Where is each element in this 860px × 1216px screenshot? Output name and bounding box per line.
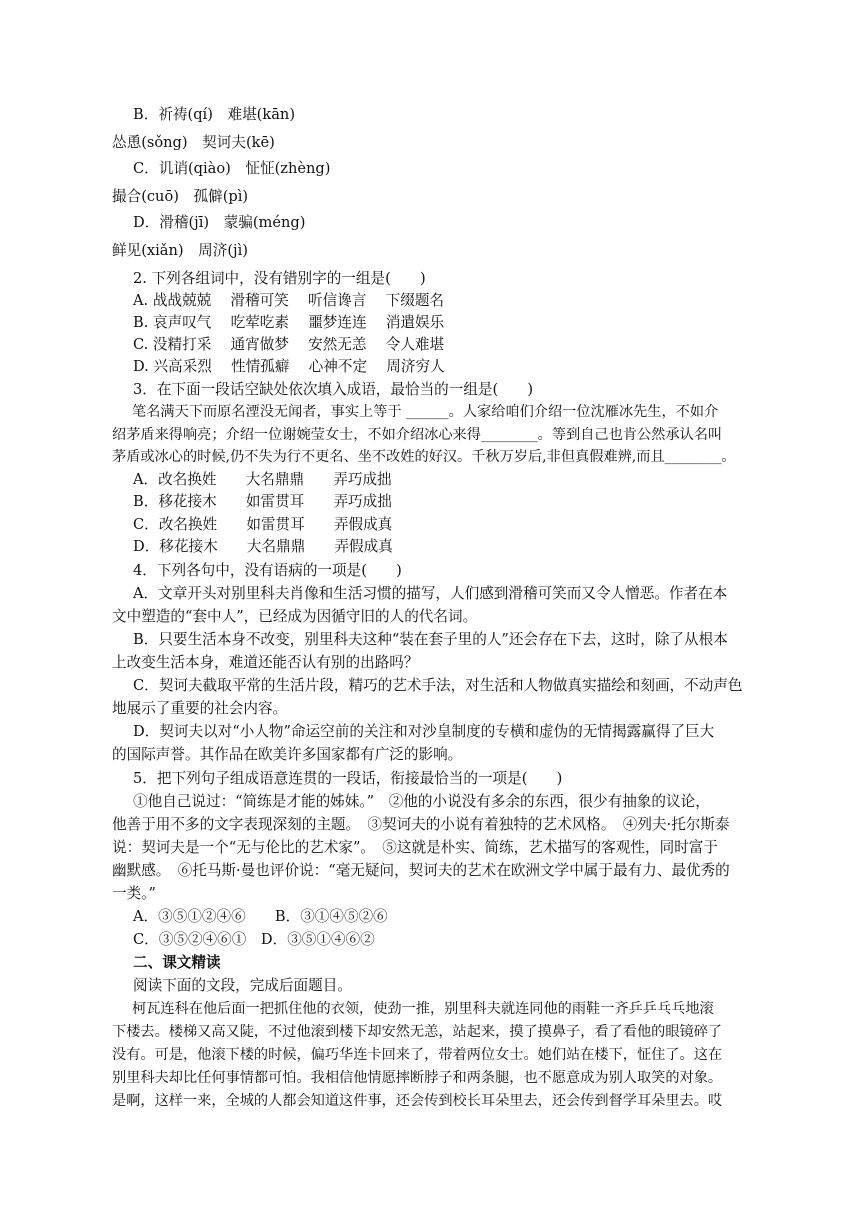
passage-line-4: 别里科夫却比任何事情都可怕。我相信他情愿摔断脖子和两条腿，也不愿意成为别人取笑的对象。 <box>112 1070 723 1086</box>
question-3-passage-line-2: 绍茅盾来得响亮；介绍一位谢婉莹女士，不如介绍冰心来得________。等到自己也肯公然承认名叫 <box>112 427 723 443</box>
question-5-options-line-2: C．③⑤②④⑥① D．③⑤①④⑥② <box>133 931 375 948</box>
question-3-option-a: A．改名换姓 大名鼎鼎 弄巧成拙 <box>133 471 392 488</box>
option-b-line-1: B．祈祷(qí) 难堪(kān) <box>133 106 296 123</box>
passage-line-3: 没有。可是，他滚下楼的时候，偏巧华连卡回来了，带着两位女士。她们站在楼下，怔住了。这在 <box>112 1047 723 1063</box>
question-4-option-a-line-1: A．文章开头对别里科夫肖像和生活习惯的描写，人们感到滑稽可笑而又令人憎恶。作者在本 <box>133 585 728 602</box>
question-2-option-a: A. 战战兢兢 滑稽可笑 听信谗言 下缀题名 <box>133 292 445 309</box>
option-c-line-2: 撮合(cuō) 孤僻(pì) <box>112 188 249 205</box>
question-5-sentences-line-1: ①他自己说过：“简练是才能的姊妹。” ②他的小说没有多余的东西，很少有抽象的议论， <box>133 793 710 810</box>
question-2-option-c: C. 没精打采 通宵做梦 安然无恙 令人难堪 <box>133 336 445 353</box>
question-4-option-d-line-2: 的国际声誉。其作品在欧美许多国家都有广泛的影响。 <box>112 746 463 763</box>
option-d-line-1: D．滑稽(jī) 蒙骗(méng) <box>133 214 306 231</box>
option-d-line-2: 鲜见(xiǎn) 周济(jì) <box>112 242 248 259</box>
question-5-options-line-1: A．③⑤①②④⑥ B．③①④⑤②⑥ <box>133 908 388 925</box>
question-4-option-b-line-2: 上改变生活本身，难道还能否认有别的出路吗？ <box>112 654 419 671</box>
question-5-stem: 5．把下列句子组成语意连贯的一段话，衔接最恰当的一项是( ) <box>133 770 563 787</box>
question-2-stem: 2. 下列各组词中，没有错别字的一组是( ) <box>133 270 426 287</box>
question-3-option-d: D．移花接木 大名鼎鼎 弄假成真 <box>133 538 393 555</box>
question-3-stem: 3．在下面一段话空缺处依次填入成语，最恰当的一组是( ) <box>133 381 534 398</box>
question-3-passage-line-3: 茅盾或冰心的时候,仍不失为行不更名、坐不改姓的好汉。千秋万岁后,非但真假难辨,而且________。 <box>112 449 736 465</box>
passage-line-2: 下楼去。楼梯又高又陡，不过他滚到楼下却安然无恙，站起来，摸了摸鼻子，看了看他的眼镜碎了 <box>112 1024 723 1040</box>
question-5-sentences-line-4: 幽默感。 ⑥托马斯·曼也评价说：“毫无疑问，契诃夫的艺术在欧洲文学中属于最有力、最优秀的 <box>112 862 730 879</box>
passage-line-5: 是啊，这样一来，全城的人都会知道这件事，还会传到校长耳朵里去，还会传到督学耳朵里去。哎 <box>112 1093 723 1109</box>
question-3-option-c: C．改名换姓 如雷贯耳 弄假成真 <box>133 516 393 533</box>
passage-line-1: 柯瓦连科在他后面一把抓住他的衣领，使劲一推，别里科夫就连同他的雨鞋一齐乒乒乓乓地滚 <box>132 1001 714 1017</box>
question-4-option-a-line-2: 文中塑造的“套中人”，已经成为因循守旧的人的代名词。 <box>112 608 478 625</box>
question-4-option-d-line-1: D．契诃夫以对“小人物”命运空前的关注和对沙皇制度的专横和虚伪的无情揭露赢得了巨大 <box>133 723 715 740</box>
question-5-sentences-line-2: 他善于用不多的文字表现深刻的主题。 ③契诃夫的小说有着独特的艺术风格。 ④列夫·托尔斯泰 <box>112 816 730 833</box>
question-2-option-b: B. 哀声叹气 吃荤吃素 噩梦连连 消遣娱乐 <box>133 314 445 331</box>
question-4-option-c-line-1: C．契诃夫截取平常的生活片段，精巧的艺术手法，对生活和人物做真实描绘和刻画，不动声色 <box>133 677 743 694</box>
question-5-sentences-line-3: 说：契诃夫是一个“无与伦比的艺术家”。 ⑤这就是朴实、简练，艺术描写的客观性，同时富于 <box>112 839 718 856</box>
section-heading: 二、课文精读 <box>133 954 221 971</box>
option-c-line-1: C．讥诮(qiào) 怔怔(zhèng) <box>133 160 331 177</box>
reading-instruction: 阅读下面的文段，完成后面题目。 <box>133 977 352 994</box>
question-2-option-d: D. 兴高采烈 性情孤癖 心神不定 周济穷人 <box>133 358 445 375</box>
question-4-option-b-line-1: B．只要生活本身不改变，别里科夫这种“装在套子里的人”还会存在下去，这时，除了从根本 <box>133 631 728 648</box>
question-5-sentences-line-5: 一类。” <box>112 885 156 902</box>
question-3-option-b: B．移花接木 如雷贯耳 弄巧成拙 <box>133 493 392 510</box>
question-4-option-c-line-2: 地展示了重要的社会内容。 <box>112 700 288 717</box>
option-b-line-2: 怂恿(sǒng) 契诃夫(kē) <box>112 134 275 151</box>
question-3-passage-line-1: 笔名满天下而原名湮没无闻者，事实上等于 ______。人家给咱们介绍一位沈雁冰先生，不如介 <box>132 404 719 420</box>
question-4-stem: 4．下列各句中，没有语病的一项是( ) <box>133 562 402 579</box>
